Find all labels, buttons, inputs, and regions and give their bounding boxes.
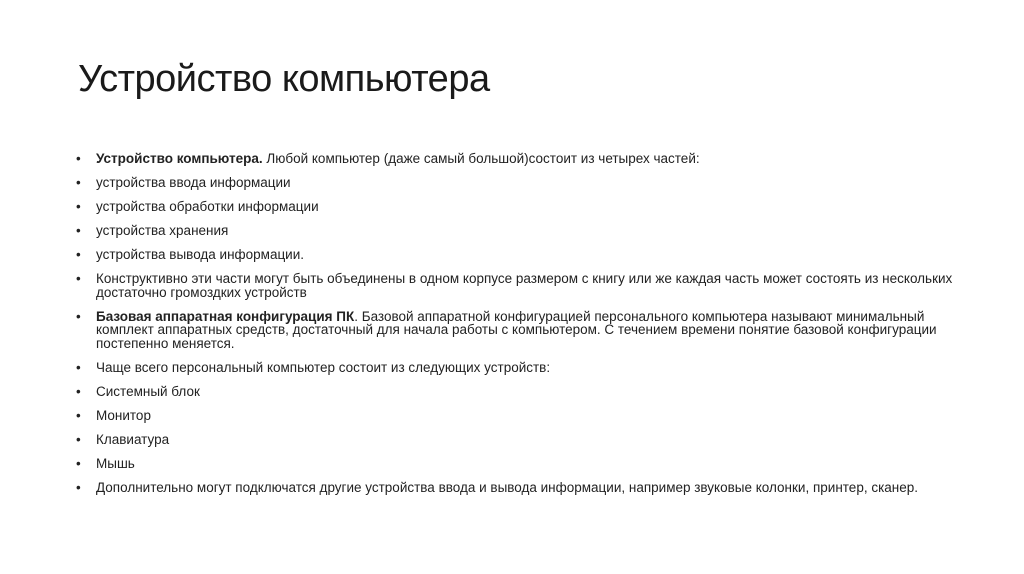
bullet-text: устройства обработки информации	[96, 199, 319, 214]
bullet-text: Дополнительно могут подключатся другие устройства ввода и вывода информации, например звуковые колонки, принтер, сканер.	[96, 479, 919, 495]
bullet-text: устройства ввода информации	[96, 175, 291, 190]
bullet-item	[76, 481, 956, 495]
bullet-bold-text: Базовая аппаратная конфигурация ПК	[96, 308, 355, 324]
bullet-text: Системный блок	[96, 383, 200, 399]
bullet-item	[76, 457, 956, 471]
bullet-text: Монитор	[96, 407, 151, 423]
bullet-text: Любой компьютер (даже самый большой)состоит из четырех частей:	[262, 151, 700, 166]
bullet-item	[76, 272, 956, 299]
bullet-text: устройства хранения	[96, 223, 229, 238]
bullet-item	[76, 248, 956, 262]
bullet-item	[76, 310, 956, 351]
bullet-item	[76, 200, 956, 214]
bullet-item	[76, 176, 956, 190]
bullet-text: Чаще всего персональный компьютер состоит из следующих устройств:	[96, 359, 551, 375]
bullet-text: Мышь	[96, 455, 135, 471]
bullet-item	[76, 152, 956, 166]
bullet-text: Клавиатура	[96, 431, 170, 447]
bullet-item	[76, 433, 956, 447]
bullet-text: Конструктивно эти части могут быть объединены в одном корпусе размером с книгу или же каждая часть может состоять из нескольких достаточно громоздких устройств	[96, 271, 953, 300]
bullet-item	[76, 224, 956, 238]
bullet-list	[76, 152, 956, 494]
slide-content	[76, 152, 956, 505]
bullet-text: устройства вывода информации.	[96, 247, 305, 262]
slide-title: Устройство компьютера	[78, 58, 490, 100]
bullet-bold-text: Устройство компьютера.	[96, 151, 263, 166]
bullet-item	[76, 385, 956, 399]
bullet-text: . Базовой аппаратной конфигурацией персонального компьютера называют минимальный комплект аппаратных средств, достаточный для начала работы с компьютером. С течением времени понятие базовой конфигурации постепенно меняется.	[96, 308, 937, 351]
bullet-item	[76, 409, 956, 423]
bullet-item	[76, 361, 956, 375]
